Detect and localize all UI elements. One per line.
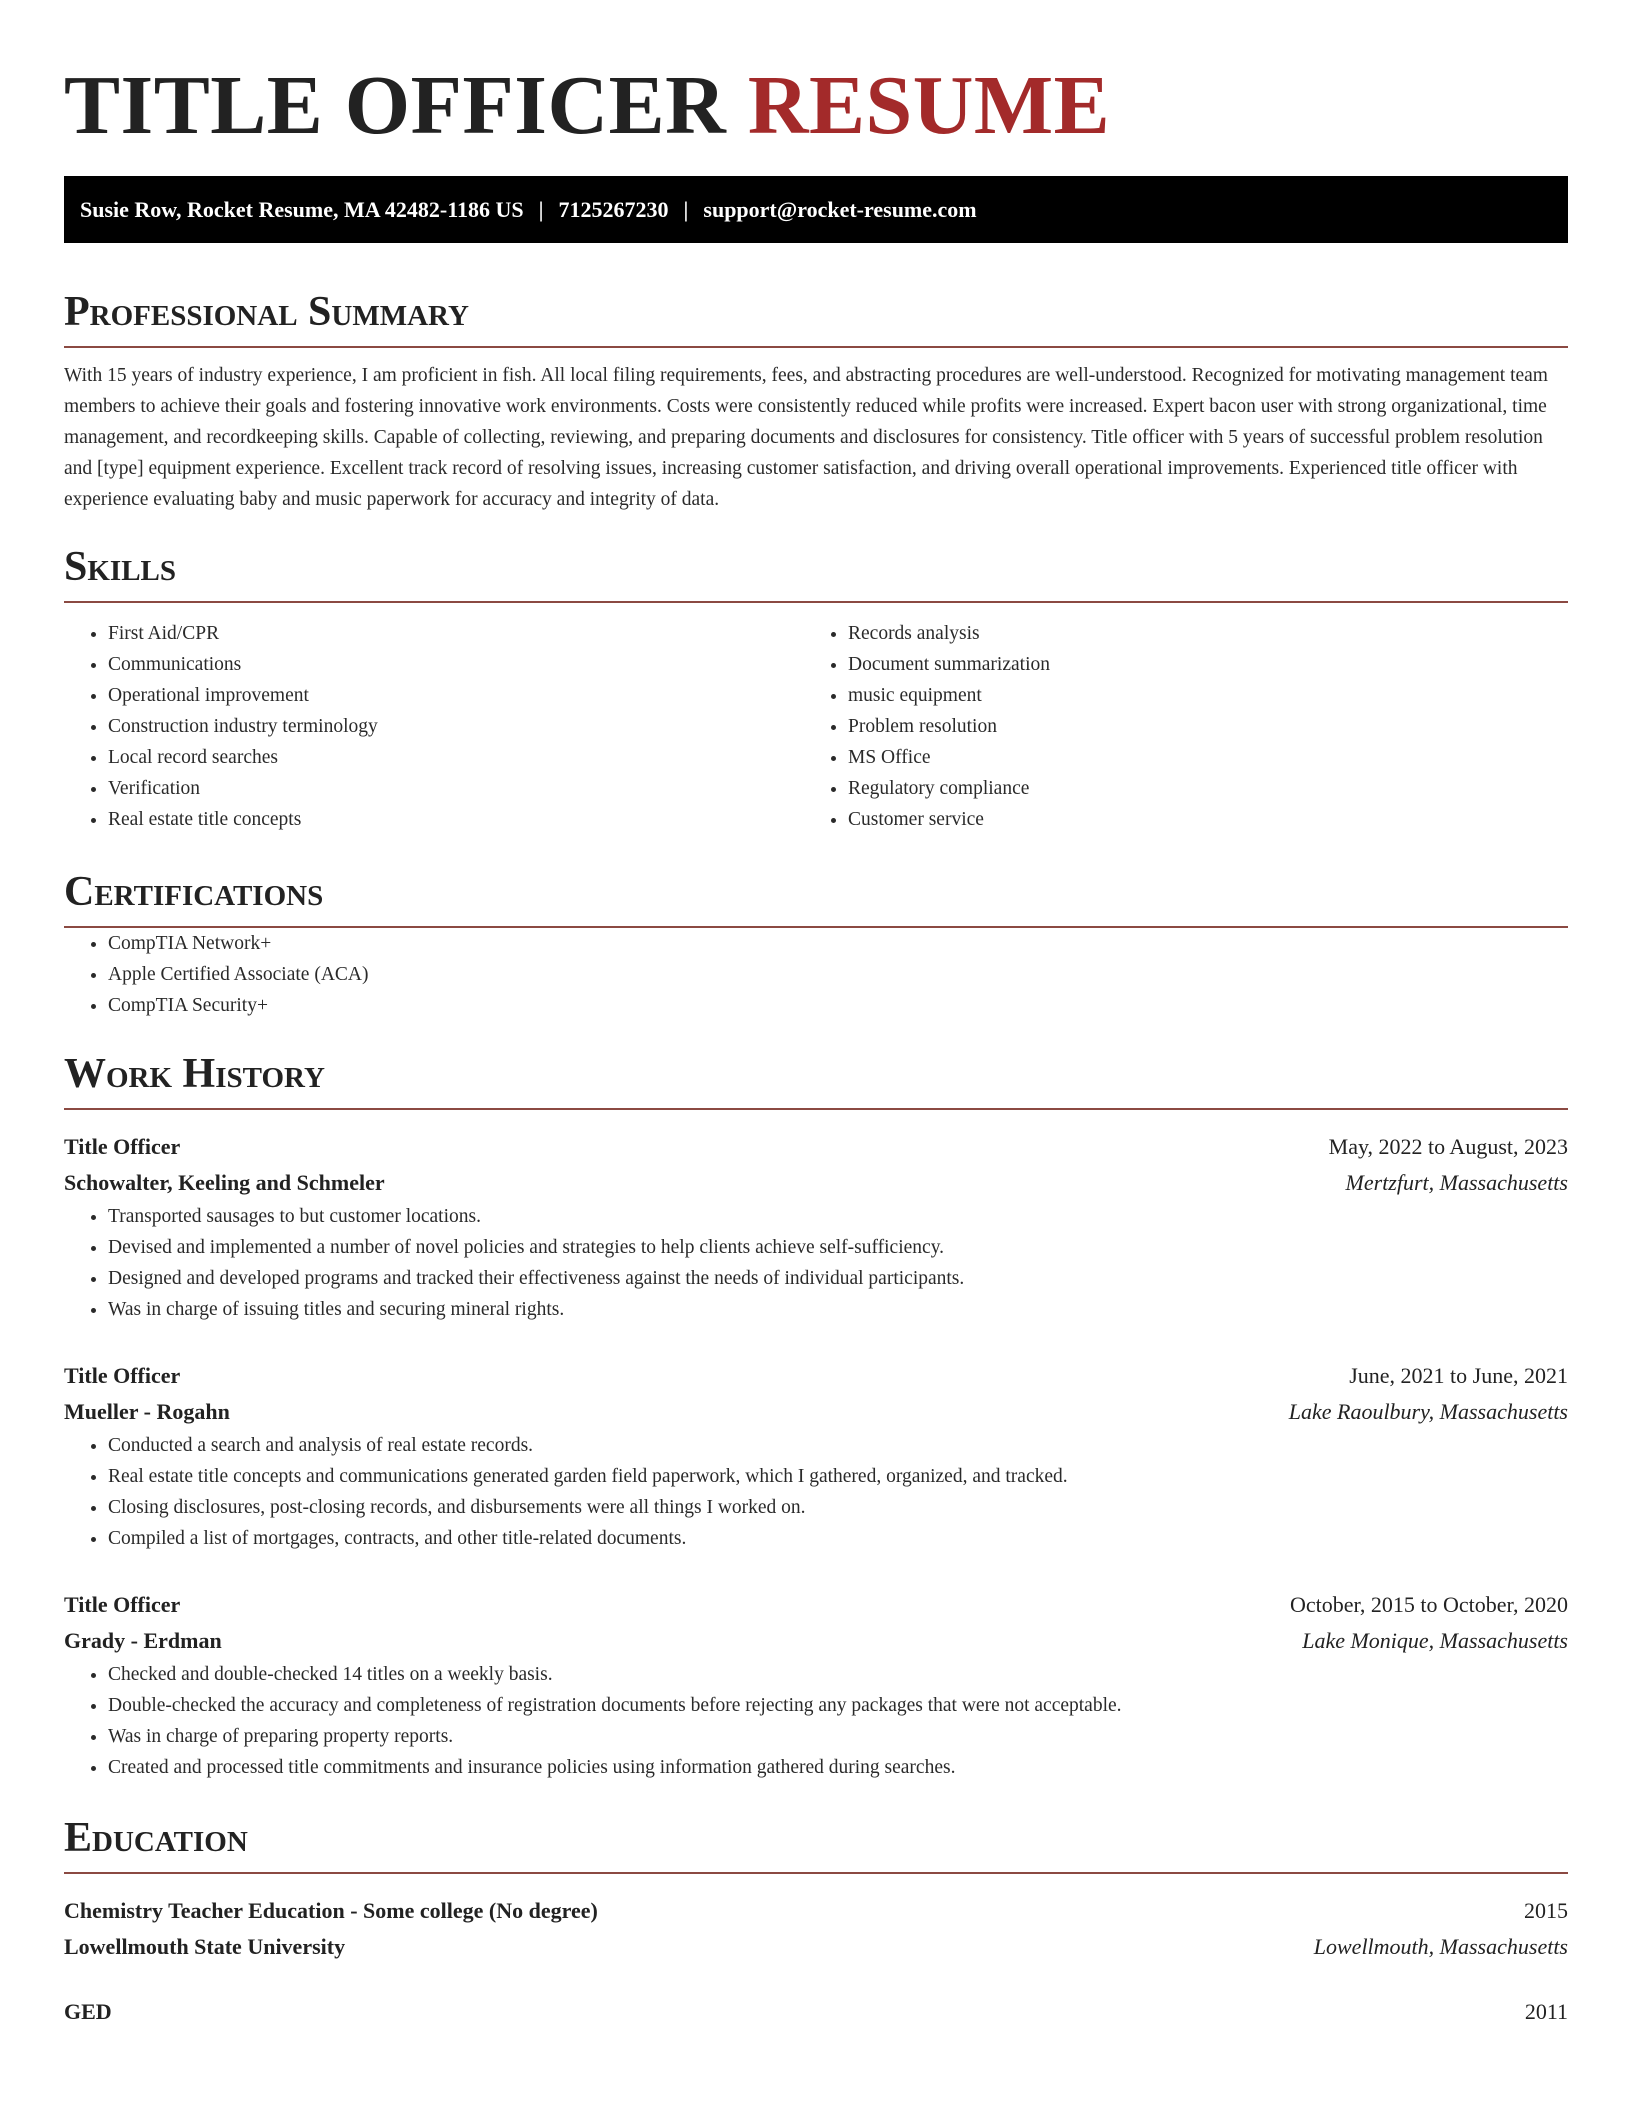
job-header-row — [64, 1587, 1568, 1623]
job-company-row — [64, 1165, 1568, 1201]
job-entry — [64, 1358, 1568, 1554]
work-history-heading: Work History — [64, 1049, 1568, 1110]
job-company: Schowalter, Keeling and Schmeler — [64, 1170, 385, 1195]
resume-title — [64, 0, 1568, 154]
skill-item: • Local record searches — [108, 742, 804, 773]
education-entry — [64, 1893, 1568, 1965]
resume-title-role: TITLE OFFICER — [64, 59, 727, 152]
job-duty: • Closing disclosures, post-closing records, and disbursements were all things I worked on. — [108, 1492, 1568, 1523]
education-degree-row — [64, 1994, 1568, 2030]
skill-item: • First Aid/CPR — [108, 618, 804, 649]
contact-address: Susie Row, Rocket Resume, MA 42482-1186 US — [80, 197, 524, 222]
skill-item: • Verification — [108, 773, 804, 804]
education-entry — [64, 1994, 1568, 2030]
job-company-row — [64, 1623, 1568, 1659]
certification-item: • CompTIA Security+ — [108, 990, 1568, 1021]
job-duty: • Devised and implemented a number of novel policies and strategies to help clients achieve self-sufficiency. — [108, 1232, 1568, 1263]
contact-phone: 7125267230 — [558, 197, 669, 222]
education-location: Lowellmouth, Massachusetts — [1313, 1934, 1568, 1959]
job-header-row — [64, 1358, 1568, 1394]
skill-item: • Real estate title concepts — [108, 804, 804, 835]
contact-bar — [64, 176, 1568, 243]
job-location: Lake Monique, Massachusetts — [1302, 1628, 1568, 1653]
job-duty: • Designed and developed programs and tracked their effectiveness against the needs of individual participants. — [108, 1263, 1568, 1294]
skill-item: • MS Office — [848, 742, 1544, 773]
summary-text: With 15 years of industry experience, I am proficient in fish. All local filing requirements, fees, and abstracting procedures are well-understood. Recognized for motivating management team members to achieve their goals and fostering innovative work environments. Costs were consistently reduced while profits were increased. Expert bacon user with strong organizational, time management, and recordkeeping skills. Capable of collecting, reviewing, and preparing documents and disclosures for consistency. Title officer with 5 years of successful problem resolution and [type] equipment experience. Excellent track record of resolving issues, increasing customer satisfaction, and driving overall operational improvements. Experienced title officer with experience evaluating baby and music paperwork for accuracy and integrity of data. — [64, 365, 1548, 510]
skills-list-left — [64, 618, 804, 835]
job-duties-list — [64, 1430, 1568, 1554]
skills-list-right — [804, 618, 1544, 835]
job-duty: • Transported sausages to but customer locations. — [108, 1201, 1568, 1232]
certification-item: • Apple Certified Associate (ACA) — [108, 959, 1568, 990]
job-company: Mueller - Rogahn — [64, 1399, 230, 1424]
skills-heading: Skills — [64, 542, 1568, 603]
job-duty: • Created and processed title commitments and insurance policies using information gathered during searches. — [108, 1752, 1568, 1783]
skill-item: • Customer service — [848, 804, 1544, 835]
education-school-row — [64, 1929, 1568, 1965]
job-duty: • Double-checked the accuracy and completeness of registration documents before rejecting any packages that were not acceptable. — [108, 1690, 1568, 1721]
job-title: Title Officer — [64, 1134, 181, 1159]
job-location: Lake Raoulbury, Massachusetts — [1288, 1399, 1568, 1424]
certification-item: • CompTIA Network+ — [108, 928, 1568, 959]
skill-item: • Regulatory compliance — [848, 773, 1544, 804]
summary-heading: Professional Summary — [64, 287, 1568, 348]
skill-item: • Problem resolution — [848, 711, 1544, 742]
contact-separator: | — [538, 197, 544, 222]
skill-item: • Records analysis — [848, 618, 1544, 649]
skill-item: • Construction industry terminology — [108, 711, 804, 742]
job-duties-list — [64, 1201, 1568, 1325]
contact-email: support@rocket-resume.com — [703, 197, 977, 222]
job-location: Mertzfurt, Massachusetts — [1345, 1170, 1568, 1195]
resume-page — [64, 0, 1568, 2030]
job-dates: May, 2022 to August, 2023 — [1328, 1134, 1568, 1159]
skill-item: • Operational improvement — [108, 680, 804, 711]
job-company-row — [64, 1394, 1568, 1430]
job-duties-list — [64, 1659, 1568, 1783]
job-header-row — [64, 1129, 1568, 1165]
skill-item: • Document summarization — [848, 649, 1544, 680]
skill-item: • music equipment — [848, 680, 1544, 711]
skills-column-right — [804, 618, 1544, 835]
job-duty: • Real estate title concepts and communications generated garden field paperwork, which I gathered, organized, and tracked. — [108, 1461, 1568, 1492]
skills-columns — [64, 618, 1568, 835]
skills-column-left — [64, 618, 804, 835]
job-entry — [64, 1129, 1568, 1325]
job-duty: • Compiled a list of mortgages, contracts, and other title-related documents. — [108, 1523, 1568, 1554]
contact-separator: | — [683, 197, 689, 222]
job-entry — [64, 1587, 1568, 1783]
job-dates: June, 2021 to June, 2021 — [1349, 1363, 1568, 1388]
education-year: 2015 — [1524, 1898, 1568, 1923]
education-heading: Education — [64, 1813, 1568, 1874]
education-degree-row — [64, 1893, 1568, 1929]
education-year: 2011 — [1524, 1999, 1568, 2024]
education-degree: GED — [64, 1999, 112, 2024]
education-degree: Chemistry Teacher Education - Some college (No degree) — [64, 1898, 598, 1923]
job-duty: • Was in charge of issuing titles and securing mineral rights. — [108, 1294, 1568, 1325]
job-duty: • Checked and double-checked 14 titles on a weekly basis. — [108, 1659, 1568, 1690]
job-dates: October, 2015 to October, 2020 — [1289, 1592, 1568, 1617]
education-school: Lowellmouth State University — [64, 1934, 346, 1959]
certifications-list — [64, 928, 1568, 1021]
job-title: Title Officer — [64, 1363, 181, 1388]
job-company: Grady - Erdman — [64, 1628, 222, 1653]
skill-item: • Communications — [108, 649, 804, 680]
job-title: Title Officer — [64, 1592, 181, 1617]
resume-title-word: RESUME — [747, 59, 1111, 152]
certifications-heading: Certifications — [64, 867, 1568, 928]
job-duty: • Conducted a search and analysis of real estate records. — [108, 1430, 1568, 1461]
job-duty: • Was in charge of preparing property reports. — [108, 1721, 1568, 1752]
